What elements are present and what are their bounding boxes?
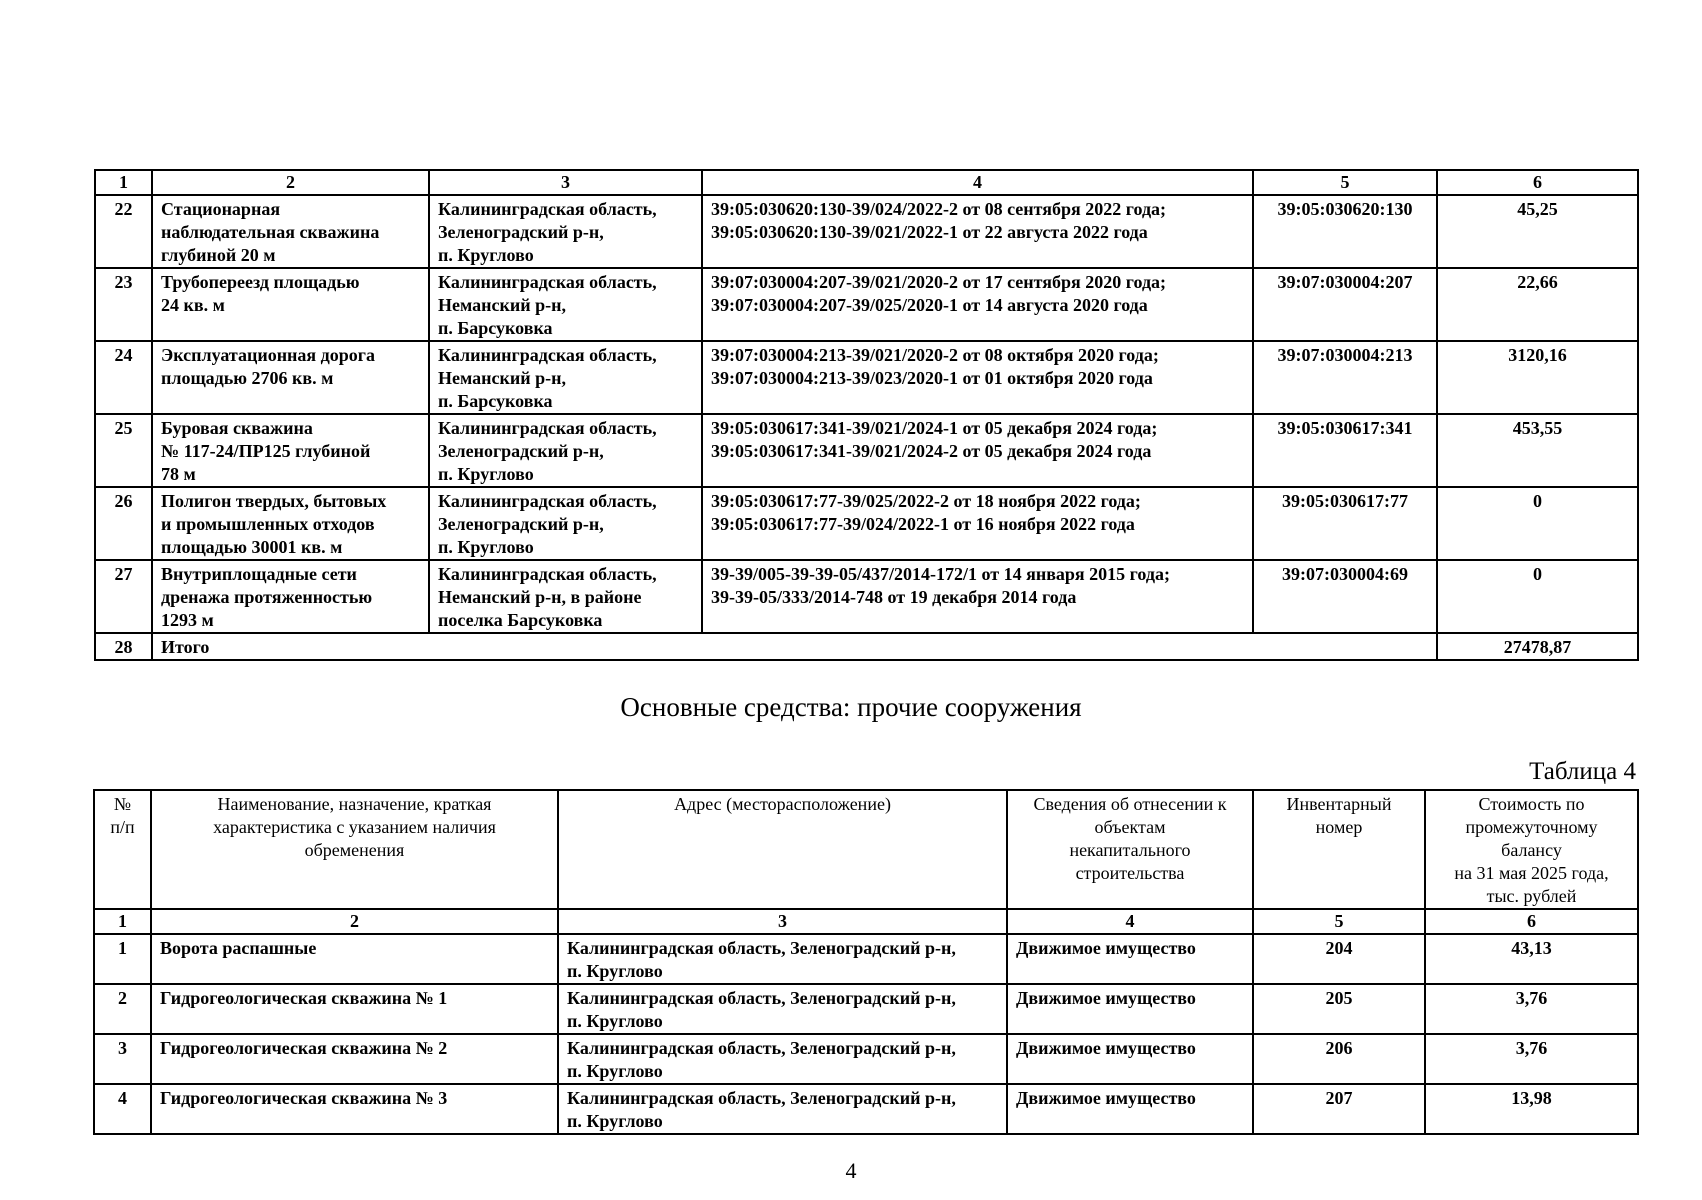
object-name: Гидрогеологическая скважина № 2 (151, 1034, 558, 1084)
cadastral-number: 39:05:030617:341 (1253, 414, 1437, 487)
object-address-line: поселка Барсуковка (438, 610, 603, 630)
object-name-line: Стационарная (161, 199, 281, 219)
header-noncapital-line: объектам (1094, 817, 1166, 837)
balance-cost: 3,76 (1425, 1034, 1638, 1084)
column-number: 2 (152, 170, 429, 195)
total-label: Итого (152, 633, 1437, 660)
fixed-assets-structures-table-continued (94, 169, 1639, 661)
object-name-line: глубиной 20 м (161, 245, 276, 265)
object-address-line: п. Круглово (438, 464, 534, 484)
object-address (558, 1034, 1007, 1084)
object-name (152, 268, 429, 341)
header-address (558, 790, 1007, 909)
row-number: 4 (94, 1084, 151, 1134)
header-cost-line: промежуточному (1465, 817, 1598, 837)
object-name-line: № 117-24/ПР125 глубиной (161, 441, 371, 461)
object-address (558, 1084, 1007, 1134)
cadastral-number: 39:05:030620:130 (1253, 195, 1437, 268)
header-inventory (1253, 790, 1425, 909)
header-cost-line: балансу (1501, 840, 1562, 860)
object-address-line: п. Круглово (438, 537, 534, 557)
object-address-line: Калининградская область, (438, 199, 657, 219)
registration-records (702, 414, 1253, 487)
object-address-line: Калининградская область, (438, 418, 657, 438)
object-address (429, 487, 702, 560)
registration-records (702, 487, 1253, 560)
cadastral-number: 39:07:030004:213 (1253, 341, 1437, 414)
object-address-line: Зеленоградский р-н, (438, 222, 604, 242)
object-name-line: Эксплуатационная дорога (161, 345, 375, 365)
header-num (94, 790, 151, 909)
object-name (152, 195, 429, 268)
registration-records-line: 39:05:030620:130-39/021/2022-1 от 22 августа 2022 года (711, 222, 1148, 242)
object-address (558, 934, 1007, 984)
object-address-line: п. Круглово (567, 1061, 663, 1081)
page-number: 4 (845, 1158, 857, 1183)
table-row (94, 984, 1638, 1034)
registration-records (702, 341, 1253, 414)
registration-records-line: 39:05:030617:77-39/025/2022-2 от 18 ноября 2022 года; (711, 491, 1141, 511)
object-name-line: Трубопереезд площадью (161, 272, 360, 292)
column-number: 6 (1425, 909, 1638, 934)
column-number: 4 (1007, 909, 1253, 934)
object-address-line: Калининградская область, Зеленоградский р-н, (567, 938, 956, 958)
object-name-line: и промышленных отходов (161, 514, 375, 534)
object-address (429, 268, 702, 341)
object-name-line: площадью 30001 кв. м (161, 537, 343, 557)
column-number: 5 (1253, 170, 1437, 195)
header-noncapital-line: строительства (1075, 863, 1185, 883)
registration-records-line: 39:07:030004:213-39/023/2020-1 от 01 октября 2020 года (711, 368, 1153, 388)
object-name: Гидрогеологическая скважина № 3 (151, 1084, 558, 1134)
header-num-line: п/п (110, 817, 135, 837)
object-address (429, 414, 702, 487)
total-row (95, 633, 1638, 660)
object-address-line: п. Круглово (567, 961, 663, 981)
object-address-line: п. Барсуковка (438, 391, 553, 411)
header-cost-line: Стоимость по (1478, 794, 1585, 814)
cadastral-number: 39:07:030004:207 (1253, 268, 1437, 341)
object-name-line: 24 кв. м (161, 295, 225, 315)
column-number-row (94, 909, 1638, 934)
registration-records-line: 39:05:030620:130-39/024/2022-2 от 08 сентября 2022 года; (711, 199, 1167, 219)
object-name (152, 341, 429, 414)
column-number-row (95, 170, 1638, 195)
object-address-line: Калининградская область, Зеленоградский р-н, (567, 1088, 956, 1108)
registration-records-line: 39:05:030617:341-39/021/2024-2 от 05 декабря 2024 года (711, 441, 1152, 461)
table-header-row (94, 790, 1638, 909)
object-name-line: Буровая скважина (161, 418, 313, 438)
object-address-line: Калининградская область, (438, 564, 657, 584)
balance-cost: 3,76 (1425, 984, 1638, 1034)
object-address-line: п. Круглово (567, 1011, 663, 1031)
registration-records-line: 39:07:030004:207-39/025/2020-1 от 14 августа 2020 года (711, 295, 1148, 315)
table-row (95, 560, 1638, 633)
column-number: 2 (151, 909, 558, 934)
header-name-line: характеристика с указанием наличия (213, 817, 496, 837)
cadastral-number: 39:07:030004:69 (1253, 560, 1437, 633)
object-name: Ворота распашные (151, 934, 558, 984)
row-number: 27 (95, 560, 152, 633)
object-name-line: дренажа протяженностью (161, 587, 373, 607)
object-name-line: Полигон твердых, бытовых (161, 491, 387, 511)
header-name-line: Наименование, назначение, краткая (217, 794, 492, 814)
header-inventory-line: номер (1315, 817, 1363, 837)
inventory-number: 205 (1253, 984, 1425, 1034)
object-address-line: п. Круглово (438, 245, 534, 265)
balance-cost: 43,13 (1425, 934, 1638, 984)
column-number: 5 (1253, 909, 1425, 934)
object-address-line: Неманский р-н, (438, 368, 566, 388)
object-address (429, 560, 702, 633)
column-number: 1 (94, 909, 151, 934)
header-noncapital (1007, 790, 1253, 909)
object-name-line: 1293 м (161, 610, 214, 630)
registration-records-line: 39:07:030004:207-39/021/2020-2 от 17 сентября 2020 года; (711, 272, 1167, 292)
cadastral-number: 39:05:030617:77 (1253, 487, 1437, 560)
table-row (94, 934, 1638, 984)
table-row (95, 414, 1638, 487)
object-name (152, 487, 429, 560)
table-row (94, 1034, 1638, 1084)
balance-cost: 45,25 (1437, 195, 1638, 268)
total-cost: 27478,87 (1437, 633, 1638, 660)
table-row (95, 487, 1638, 560)
object-name-line: наблюдательная скважина (161, 222, 380, 242)
header-name (151, 790, 558, 909)
object-name (152, 560, 429, 633)
header-cost-line: на 31 мая 2025 года, (1454, 863, 1609, 883)
column-number: 6 (1437, 170, 1638, 195)
object-name: Гидрогеологическая скважина № 1 (151, 984, 558, 1034)
table-label: Таблица 4 (1529, 758, 1636, 785)
object-address-line: Калининградская область, (438, 345, 657, 365)
header-cost-line: тыс. рублей (1486, 886, 1577, 906)
row-number: 26 (95, 487, 152, 560)
object-name-line: 78 м (161, 464, 196, 484)
row-number: 25 (95, 414, 152, 487)
object-address-line: Калининградская область, Зеленоградский р-н, (567, 988, 956, 1008)
object-address-line: Калининградская область, (438, 272, 657, 292)
noncapital-status: Движимое имущество (1007, 934, 1253, 984)
header-num-line: № (113, 794, 132, 814)
noncapital-status: Движимое имущество (1007, 984, 1253, 1034)
object-address-line: п. Барсуковка (438, 318, 553, 338)
row-number: 23 (95, 268, 152, 341)
registration-records (702, 560, 1253, 633)
inventory-number: 207 (1253, 1084, 1425, 1134)
object-name-line: Внутриплощадные сети (161, 564, 357, 584)
object-address-line: Калининградская область, Зеленоградский р-н, (567, 1038, 956, 1058)
balance-cost: 0 (1437, 487, 1638, 560)
object-address-line: Зеленоградский р-н, (438, 514, 604, 534)
table-row (94, 1084, 1638, 1134)
registration-records-line: 39:07:030004:213-39/021/2020-2 от 08 октября 2020 года; (711, 345, 1159, 365)
header-name-line: обременения (304, 840, 405, 860)
registration-records-line: 39:05:030617:341-39/021/2024-1 от 05 декабря 2024 года; (711, 418, 1158, 438)
row-number: 1 (94, 934, 151, 984)
noncapital-status: Движимое имущество (1007, 1034, 1253, 1084)
header-address-line: Адрес (месторасположение) (674, 794, 891, 814)
registration-records-line: 39-39-05/333/2014-748 от 19 декабря 2014 года (711, 587, 1077, 607)
column-number: 1 (95, 170, 152, 195)
object-address (429, 341, 702, 414)
header-inventory-line: Инвентарный (1286, 794, 1392, 814)
section-title: Основные средства: прочие сооружения (620, 692, 1082, 722)
table-row (95, 341, 1638, 414)
object-address-line: Неманский р-н, в районе (438, 587, 642, 607)
object-address (429, 195, 702, 268)
registration-records (702, 195, 1253, 268)
column-number: 4 (702, 170, 1253, 195)
balance-cost: 3120,16 (1437, 341, 1638, 414)
noncapital-status: Движимое имущество (1007, 1084, 1253, 1134)
row-number: 3 (94, 1034, 151, 1084)
row-number: 24 (95, 341, 152, 414)
column-number: 3 (429, 170, 702, 195)
object-name (152, 414, 429, 487)
balance-cost: 453,55 (1437, 414, 1638, 487)
column-number: 3 (558, 909, 1007, 934)
object-name-line: площадью 2706 кв. м (161, 368, 334, 388)
balance-cost: 0 (1437, 560, 1638, 633)
registration-records-line: 39:05:030617:77-39/024/2022-1 от 16 ноября 2022 года (711, 514, 1135, 534)
table-row (95, 268, 1638, 341)
other-structures-table (93, 789, 1639, 1135)
balance-cost: 13,98 (1425, 1084, 1638, 1134)
table-row (95, 195, 1638, 268)
header-noncapital-line: Сведения об отнесении к (1033, 794, 1227, 814)
inventory-number: 204 (1253, 934, 1425, 984)
header-noncapital-line: некапитального (1069, 840, 1191, 860)
row-number: 28 (95, 633, 152, 660)
object-address (558, 984, 1007, 1034)
row-number: 2 (94, 984, 151, 1034)
registration-records-line: 39-39/005-39-39-05/437/2014-172/1 от 14 января 2015 года; (711, 564, 1170, 584)
row-number: 22 (95, 195, 152, 268)
object-address-line: Зеленоградский р-н, (438, 441, 604, 461)
registration-records (702, 268, 1253, 341)
balance-cost: 22,66 (1437, 268, 1638, 341)
object-address-line: Калининградская область, (438, 491, 657, 511)
object-address-line: Неманский р-н, (438, 295, 566, 315)
inventory-number: 206 (1253, 1034, 1425, 1084)
header-cost (1425, 790, 1638, 909)
object-address-line: п. Круглово (567, 1111, 663, 1131)
